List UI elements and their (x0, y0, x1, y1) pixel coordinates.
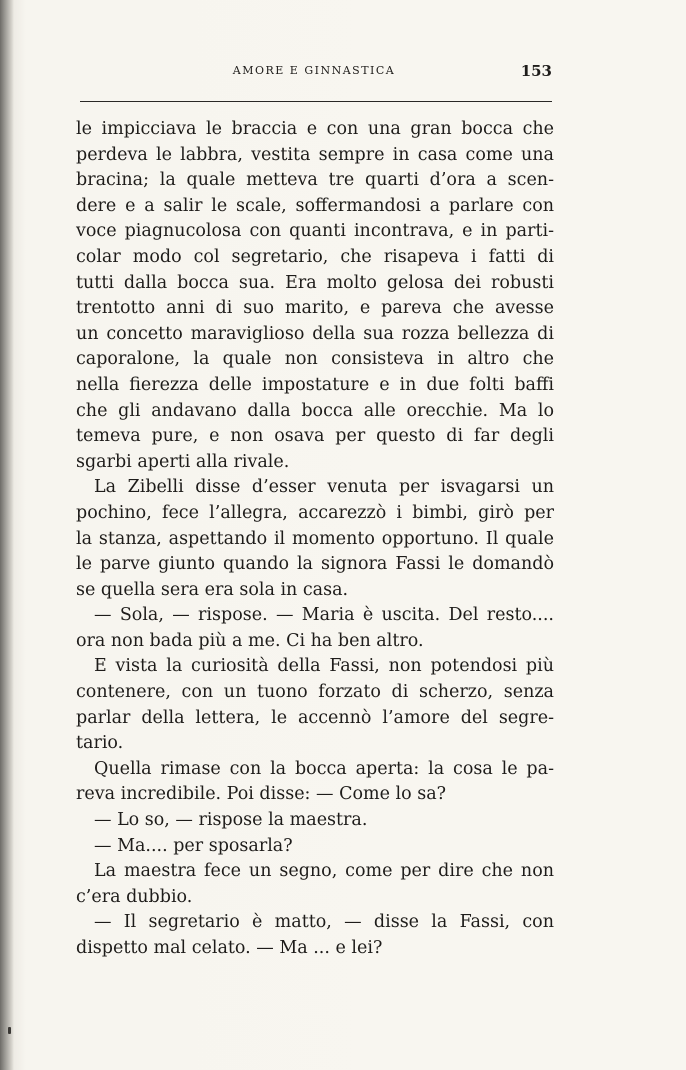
page-number: 153 (520, 62, 552, 80)
header-rule (80, 101, 552, 102)
book-spine-shadow (0, 0, 14, 1070)
text-line: bracina; la quale metteva tre quarti d’ora a scen- (76, 170, 554, 191)
text-line: perdeva le labbra, vestita sempre in casa come una (76, 144, 554, 165)
text-line: La Zibelli disse d’esser venuta per isvagarsi un (94, 477, 554, 498)
text-line: sgarbi aperti alla rivale. (76, 451, 290, 472)
text-line: un concetto maraviglioso della sua rozza bellezza di (76, 323, 554, 344)
text-line: — Lo so, — rispose la maestra. (94, 810, 368, 831)
text-line: E vista la curiosità della Fassi, non potendosi più (94, 656, 554, 677)
text-line: se quella sera era sola in casa. (76, 579, 349, 600)
ink-speck (8, 1027, 11, 1034)
text-line: pochino, fece l’allegra, accarezzò i bimbi, girò per (76, 502, 554, 523)
text-line: tario. (76, 733, 124, 754)
text-line: nella fierezza delle impostature e in due folti baffi (76, 374, 554, 395)
text-line: parlar della lettera, le accennò l’amore del segre- (76, 707, 554, 728)
text-line: caporalone, la quale non consisteva in altro che (76, 349, 554, 370)
text-line: che gli andavano dalla bocca alle orecchie. Ma lo (76, 400, 554, 421)
text-line: temeva pure, e non osava per questo di far degli (76, 426, 554, 447)
text-line: ora non bada più a me. Ci ha ben altro. (76, 630, 424, 651)
running-head: AMORE E GINNASTICA (232, 64, 396, 77)
text-line: c’era dubbio. (76, 886, 193, 907)
text-line: dere e a salir le scale, soffermandosi a parlare con (76, 195, 554, 216)
page-header (76, 62, 552, 86)
text-line: contenere, con un tuono forzato di scherzo, senza (76, 682, 554, 703)
text-line: le parve giunto quando la signora Fassi le domandò (76, 554, 554, 575)
text-line: colar modo col segretario, che risapeva i fatti di (76, 246, 554, 267)
text-line: la stanza, aspettando il momento opportuno. Il quale (76, 528, 554, 549)
text-line: trentotto anni di suo marito, e pareva che avesse (76, 298, 554, 319)
text-line: voce piagnucolosa con quanti incontrava, e in parti- (76, 221, 554, 242)
text-line: — Sola, — rispose. — Maria è uscita. Del resto.... (94, 605, 554, 626)
text-line: Quella rimase con la bocca aperta: la cosa le pa- (94, 758, 554, 779)
text-line: dispetto mal celato. — Ma ... e lei? (76, 938, 383, 958)
text-line: tutti dalla bocca sua. Era molto gelosa dei robusti (76, 272, 554, 293)
text-line: La maestra fece un segno, come per dire che non (94, 861, 554, 882)
text-line: le impicciava le braccia e con una gran bocca che (76, 119, 554, 139)
text-line: — Ma.... per sposarla? (94, 835, 293, 856)
text-line: reva incredibile. Poi disse: — Come lo sa? (76, 784, 447, 805)
text-line: — Il segretario è matto, — disse la Fassi, con (94, 912, 554, 933)
body-text (76, 117, 554, 962)
